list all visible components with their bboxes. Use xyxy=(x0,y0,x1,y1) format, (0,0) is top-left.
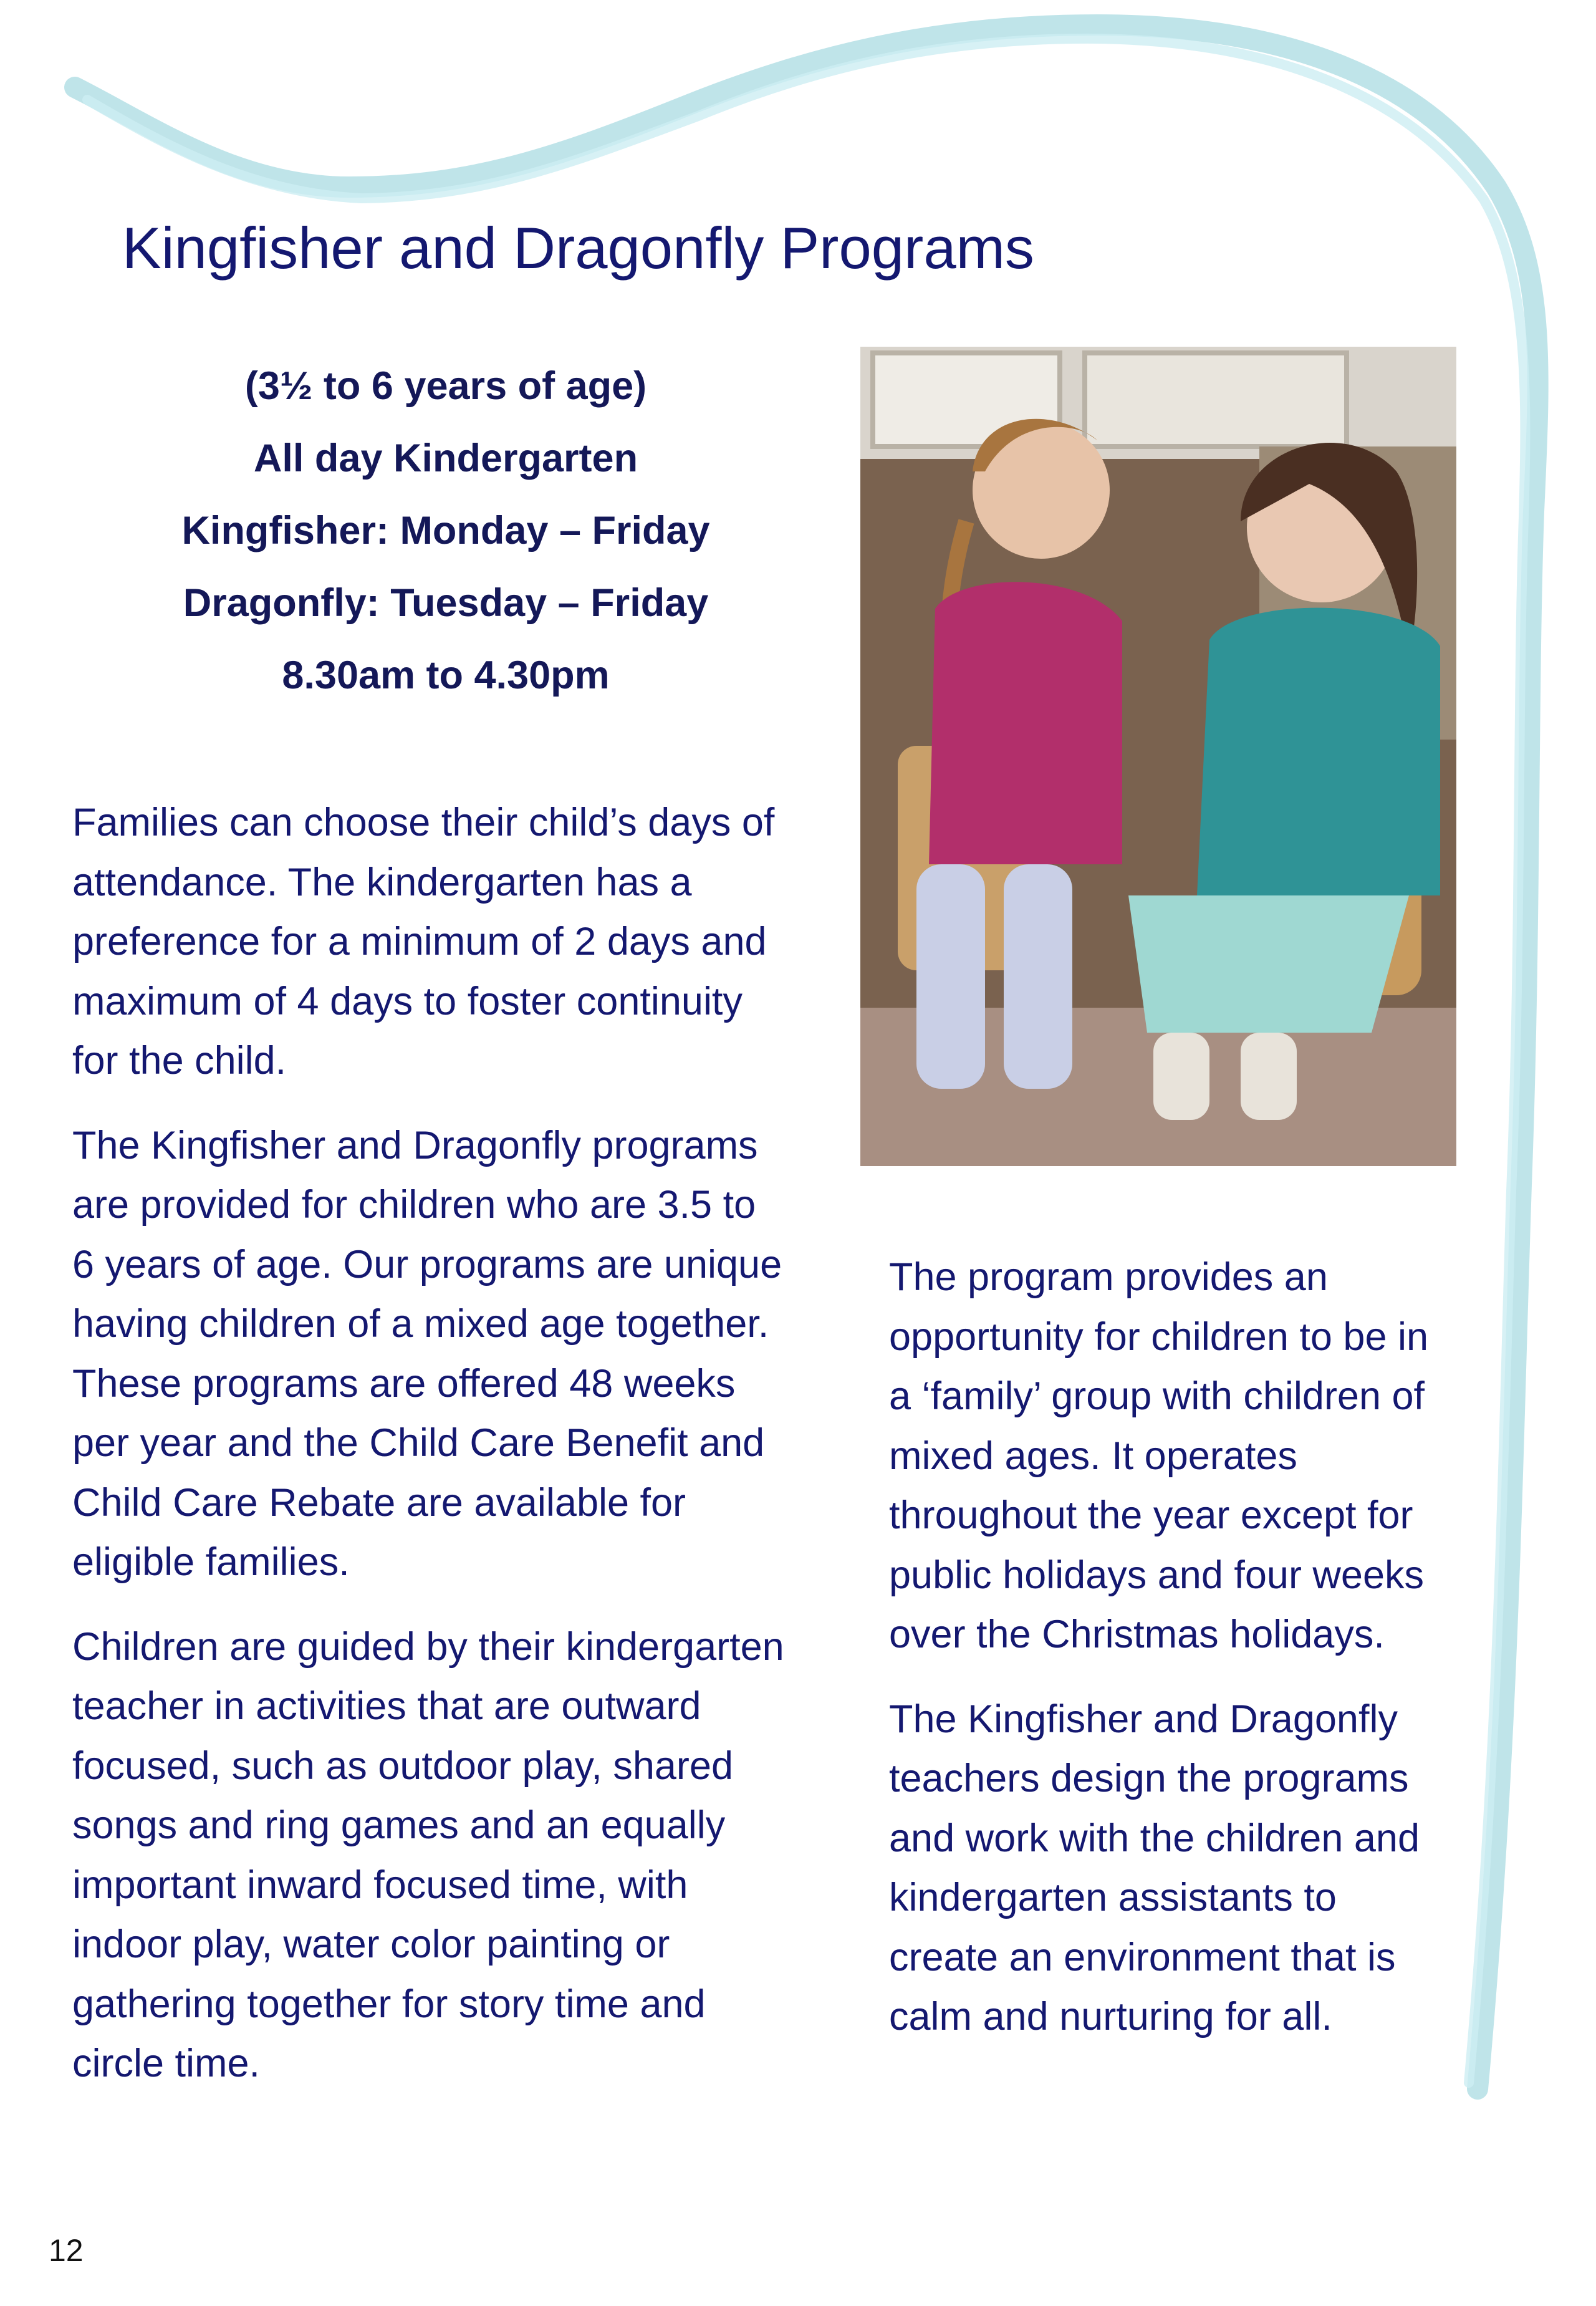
program-schedule xyxy=(69,355,823,717)
kingfisher-days: Kingfisher: Monday – Friday xyxy=(181,509,710,552)
paragraph: Families can choose their child’s days of attendance. The kindergarten has a preference for a minimum of 2 days and maximum of 4 days to foster continuity for the child. xyxy=(72,801,775,1083)
program-hours: 8.30am to 4.30pm xyxy=(282,654,610,697)
photo-illustration xyxy=(860,347,1456,1166)
paragraph: The Kingfisher and Dragonfly programs are provided for children who are 3.5 to 6 years of age. Our programs are unique having children of a mixed age together. These programs are offered 48 weeks per year and the Child Care Benefit and Child Care Rebate are available for eligible families. xyxy=(72,1123,782,1584)
age-range: (3½ to 6 years of age) xyxy=(244,364,647,408)
children-playing-photo xyxy=(860,347,1456,1166)
page-number: 12 xyxy=(49,2233,84,2268)
paragraph: Children are guided by their kindergarten teacher in activities that are outward focused, such as outdoor play, shared songs and ring games and an equally important inward focused time, with indoor play, water color painting or gathering together for story time and circle time. xyxy=(72,1624,784,2085)
right-text-column xyxy=(889,1248,1531,2072)
paragraph: The Kingfisher and Dragonfly teachers design the programs and work with the children and kindergarten assistants to create an environment that is calm and nurturing for all. xyxy=(889,1697,1420,2038)
dragonfly-days: Dragonfly: Tuesday – Friday xyxy=(183,581,709,625)
program-type: All day Kindergarten xyxy=(253,437,638,480)
left-text-column xyxy=(72,793,839,2119)
page-title: Kingfisher and Dragonfly Programs xyxy=(122,215,1034,281)
paragraph: The program provides an opportunity for children to be in a ‘family’ group with children of mixed ages. It operates throughout the year except for public holidays and four weeks over the Christmas holidays. xyxy=(889,1255,1429,1656)
